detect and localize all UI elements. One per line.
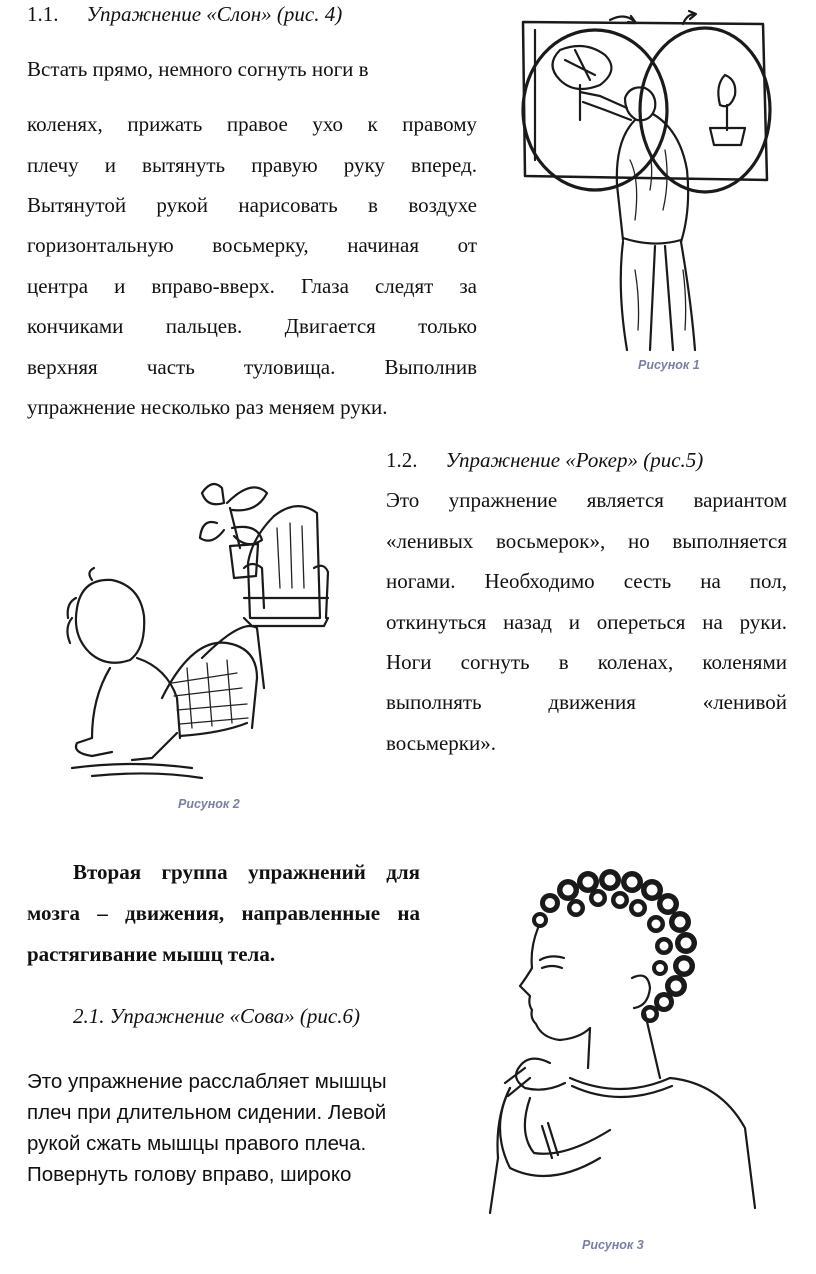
figure-3-caption: Рисунок 3 [582,1238,644,1252]
paragraph-line: кончиками пальцев. Двигается только [27,314,477,338]
figure-1-caption: Рисунок 1 [638,358,700,372]
paragraph-line: верхняя часть туловища. Выполнив [27,355,477,379]
paragraph-line: Это упражнение является вариантом [386,488,787,512]
figure-2-caption: Рисунок 2 [178,797,240,811]
paragraph-line: откинуться назад и опереться на руки. [386,610,787,634]
paragraph-line: Это упражнение расслабляет мышцы [27,1070,387,1093]
group-heading-line: растягивание мышц тела. [27,942,276,966]
figure-1-illustration [505,10,775,355]
paragraph-line: горизонтальную восьмерку, начиная от [27,233,477,257]
section-number: 1.2. [386,448,418,472]
figure-2-illustration [52,468,352,788]
paragraph-line: выполнять движения «ленивой [386,690,787,714]
section-title: Упражнение «Слон» (рис. 4) [86,2,343,26]
section-number: 1.1. [27,2,59,26]
paragraph-line: Повернуть голову вправо, широко [27,1163,352,1186]
paragraph-line: центра и вправо-вверх. Глаза следят за [27,274,477,298]
paragraph-line: ногами. Необходимо сесть на пол, [386,569,787,593]
group-heading-line: мозга – движения, направленные на [27,901,420,925]
figure-3-illustration [470,868,770,1228]
group-heading-line: Вторая группа упражнений для [73,860,420,884]
paragraph-line: плеч при длительном сидении. Левой [27,1101,387,1124]
paragraph-line: рукой сжать мышцы правого плеча. [27,1132,367,1155]
paragraph-line: упражнение несколько раз меняем руки. [27,395,388,419]
section-1-1-heading [27,2,342,27]
section-1-2-heading [386,448,703,473]
section-title: Упражнение «Рокер» (рис.5) [445,448,704,472]
section-2-1-title: 2.1. Упражнение «Сова» (рис.6) [73,1004,360,1028]
paragraph-line: «ленивых восьмерок», но выполняется [386,529,787,553]
paragraph-line: коленях, прижать правое ухо к правому [27,112,477,136]
paragraph-line: Встать прямо, немного согнуть ноги в [27,57,369,81]
paragraph-line: Ноги согнуть в коленах, коленями [386,650,787,674]
paragraph-line: восьмерки». [386,731,496,755]
paragraph-line: Вытянутой рукой нарисовать в воздухе [27,193,477,217]
paragraph-line: плечу и вытянуть правую руку вперед. [27,153,477,177]
